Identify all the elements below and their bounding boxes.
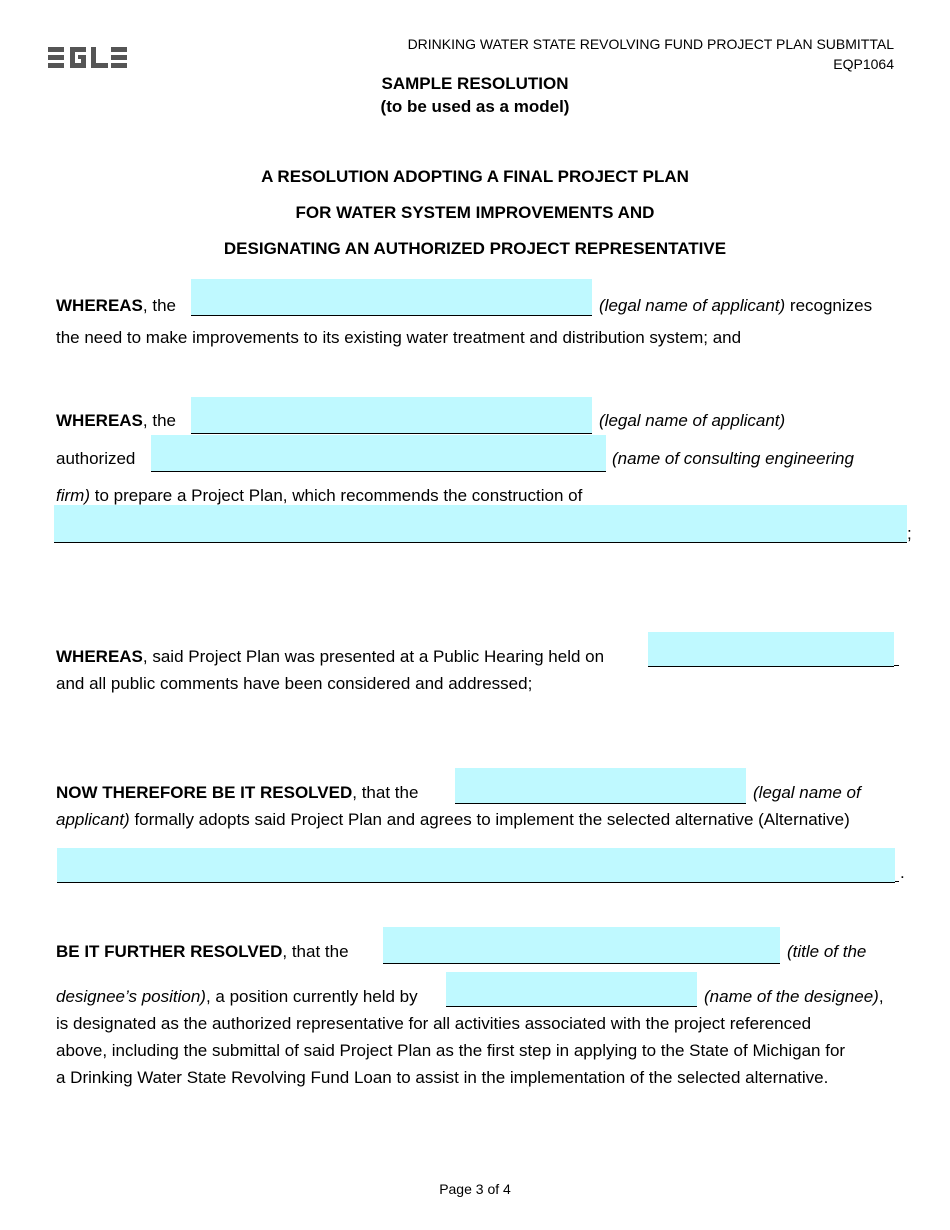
para5-line2-end	[704, 987, 884, 1007]
applicant-hint-2: (legal name of applicant)	[599, 411, 786, 430]
designee-name-input[interactable]	[446, 972, 697, 1007]
resolution-title-line-2: FOR WATER SYSTEM IMPROVEMENTS AND	[295, 203, 655, 222]
selected-alternative-input[interactable]	[57, 848, 895, 883]
that-the-text: , that the	[282, 942, 349, 961]
whereas-label: WHEREAS	[56, 411, 143, 430]
construction-description-input[interactable]	[54, 505, 907, 543]
para1-line2: the need to make improvements to its existing water treatment and distribution system; and	[56, 328, 742, 347]
form-code: EQP1064	[833, 56, 894, 72]
that-the-text: , that the	[352, 783, 419, 802]
page-number: Page 3 of 4	[439, 1181, 511, 1197]
further-resolved-label: BE IT FURTHER RESOLVED	[56, 942, 283, 961]
hearing-date-input[interactable]	[648, 632, 894, 667]
applicant-hint-3a: (legal name of	[753, 783, 861, 802]
adopts-text: formally adopts said Project Plan and agrees to implement the selected alternative (Alternative)	[134, 810, 850, 829]
para5-line3: is designated as the authorized representative for all activities associated with the project referenced	[56, 1014, 812, 1033]
comma: ,	[878, 987, 884, 1006]
applicant-name-input-2[interactable]	[191, 397, 592, 434]
title-hint-b: designee’s position)	[56, 987, 206, 1006]
para5-line2-start	[56, 987, 418, 1007]
para1-line1-end	[599, 296, 872, 316]
period: .	[900, 863, 905, 882]
para4-line1	[56, 783, 418, 803]
para3-line1	[56, 647, 604, 667]
firm-hint-b: firm)	[56, 486, 90, 505]
the-text: , the	[142, 296, 176, 315]
prepare-text: to prepare a Project Plan, which recommends the construction of	[94, 486, 583, 505]
para5-line4: above, including the submittal of said Project Plan as the first step in applying to the State of Michigan for	[56, 1041, 846, 1060]
recognizes-text: recognizes	[789, 296, 873, 315]
para3-line2: and all public comments have been considered and addressed;	[56, 674, 533, 693]
semicolon: ;	[907, 524, 912, 543]
egle-logo-mark	[48, 44, 128, 72]
applicant-name-input-3[interactable]	[455, 768, 746, 804]
now-therefore-label: NOW THEREFORE BE IT RESOLVED	[56, 783, 353, 802]
egle-logo	[48, 44, 128, 72]
applicant-hint-3b: applicant)	[56, 810, 130, 829]
designee-title-input[interactable]	[383, 927, 780, 964]
sample-heading: SAMPLE RESOLUTION	[381, 74, 569, 93]
authorized-text: authorized	[56, 449, 136, 468]
held-by-text: , a position currently held by	[205, 987, 418, 1006]
whereas-label: WHEREAS	[56, 296, 143, 315]
form-title: DRINKING WATER STATE REVOLVING FUND PROJECT PLAN SUBMITTAL	[407, 36, 894, 52]
alternative-underline	[895, 881, 899, 882]
engineering-firm-input[interactable]	[151, 435, 606, 472]
sample-subheading: (to be used as a model)	[380, 97, 570, 116]
para5-line5: a Drinking Water State Revolving Fund Loan to assist in the implementation of the selected alternative.	[56, 1068, 829, 1087]
para4-line2	[56, 810, 850, 830]
resolution-title-line-3: DESIGNATING AN AUTHORIZED PROJECT REPRESENTATIVE	[223, 239, 727, 258]
designee-hint: (name of the designee)	[704, 987, 879, 1006]
hearing-text: , said Project Plan was presented at a Public Hearing held on	[142, 647, 605, 666]
applicant-hint: (legal name of applicant)	[599, 296, 786, 315]
title-hint-a: (title of the	[787, 942, 867, 961]
applicant-name-input-1[interactable]	[191, 279, 592, 316]
resolution-title-line-1: A RESOLUTION ADOPTING A FINAL PROJECT PLAN	[261, 167, 689, 186]
hearing-date-underline	[894, 665, 899, 666]
para2-line3	[56, 486, 582, 506]
whereas-label: WHEREAS	[56, 647, 143, 666]
para2-line1-start	[56, 411, 176, 431]
firm-hint-a: (name of consulting engineering	[612, 449, 854, 468]
the-text: , the	[142, 411, 176, 430]
para5-line1	[56, 942, 349, 962]
para1-line1-start	[56, 296, 176, 316]
